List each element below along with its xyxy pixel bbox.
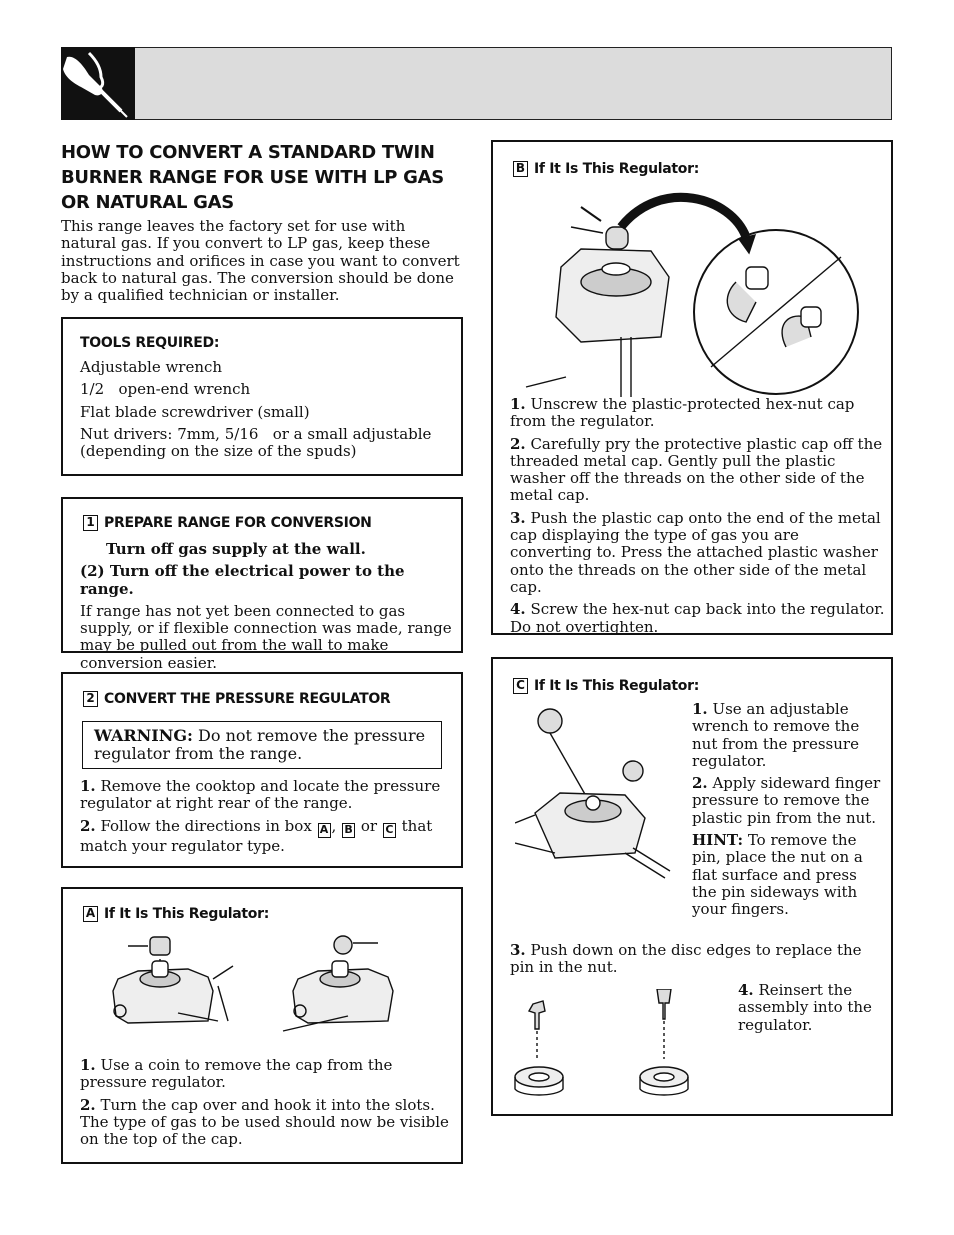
box-c-item: 3. Push down on the disc edges to replace the pin in the nut. [510,941,862,977]
box-b [491,140,893,635]
regulator-b-illustration [521,187,861,401]
tool-item: Adjustable wrench [80,358,223,376]
box-ref-b: B [342,823,355,838]
page-header-bar [61,47,892,120]
box-c-item: 2. Apply sideward finger pressure to remove the plastic pin from the nut. [692,774,881,827]
box-c-item: 1. Use an adjustable wrench to remove the nut from the pressure regulator. [692,700,860,770]
warning-label: WARNING: [94,726,193,745]
step2-item: 2. Follow the directions in box A , B or C that match your regulator type. [80,816,433,855]
box-b-item: 4. Screw the hex-nut cap back into the regulator. Do not overtighten. [510,600,885,636]
intro-paragraph: This range leaves the factory set for use with natural gas. If you convert to LP gas, keep these instructions and orifices in case you want to convert back to natural gas. The conversion should be done by a qualified technician or installer. [61,217,460,305]
box-c-hint: HINT: To remove the pin, place the nut on a flat surface and press the pin sideways with your fingers. [692,831,863,919]
box-c-item: 4. Reinsert the assembly into the regulator. [738,981,872,1034]
box-a-item: 2. Turn the cap over and hook it into the slots. The type of gas to be used should now be visible on the top of the cap. [80,1095,449,1149]
step2-number: 2 [83,691,98,707]
box-b-letter: B [513,161,528,177]
box-c [491,657,893,1116]
box-b-heading: If It Is This Regulator: [534,161,700,177]
box-b-item: 1. Unscrew the plastic-protected hex-nut cap from the regulator. [510,395,855,431]
tool-item: Nut drivers: 7mm, 5/16 or a small adjustable (depending on the size of the spuds) [80,424,437,461]
step2-heading: CONVERT THE PRESSURE REGULATOR [104,691,391,707]
step2-box [61,672,463,868]
box-c-letter: C [513,678,528,694]
box-b-item: 2. Carefully pry the protective plastic cap off the threaded metal cap. Gently pull the plastic washer off the threads on the other side of the metal cap. [510,434,883,505]
box-a-item: 1. Use a coin to remove the cap from the pressure regulator. [80,1056,393,1092]
regulator-a-illustration [108,931,448,1055]
pin-assembly-illustration [511,989,711,1108]
regulator-c-illustration [515,703,675,887]
box-ref-a: A [318,823,331,838]
tools-box [61,317,463,476]
step1-heading: PREPARE RANGE FOR CONVERSION [104,515,372,531]
box-ref-c: C [383,823,396,838]
box-a [61,887,463,1164]
tool-item: 1/2 open-end wrench [80,380,251,399]
box-a-letter: A [83,906,98,922]
box-b-item: 3. Push the plastic cap onto the end of the metal cap displaying the type of gas you are converting to. Press the attached plastic washer onto the threads on the other side of the metal cap. [510,508,881,596]
tool-item: Flat blade screwdriver (small) [80,402,310,421]
page-title: HOW TO CONVERT A STANDARD TWIN BURNER RANGE FOR USE WITH LP GAS OR NATURAL GAS [61,142,444,213]
warning-box [82,721,442,769]
step2-item: 1. Remove the cooktop and locate the pressure regulator at right rear of the range. [80,777,441,813]
box-a-heading: If It Is This Regulator: [104,906,270,922]
step1-line2: (2) Turn off the electrical power to the range. [80,562,405,598]
hand-screwdriver-icon [61,47,135,120]
step1-box [61,497,463,672]
tools-heading: TOOLS REQUIRED: [80,335,220,351]
step1-note: If range has not yet been connected to gas supply, or if flexible connection was made, range may be pulled out from the wall to make conversion easier. [80,601,452,672]
warning-text: Do not remove the pressure regulator from the range. [94,726,426,763]
step1-number: 1 [83,515,98,531]
step1-line1: Turn off gas supply at the wall. [106,540,366,558]
box-c-heading: If It Is This Regulator: [534,678,700,694]
